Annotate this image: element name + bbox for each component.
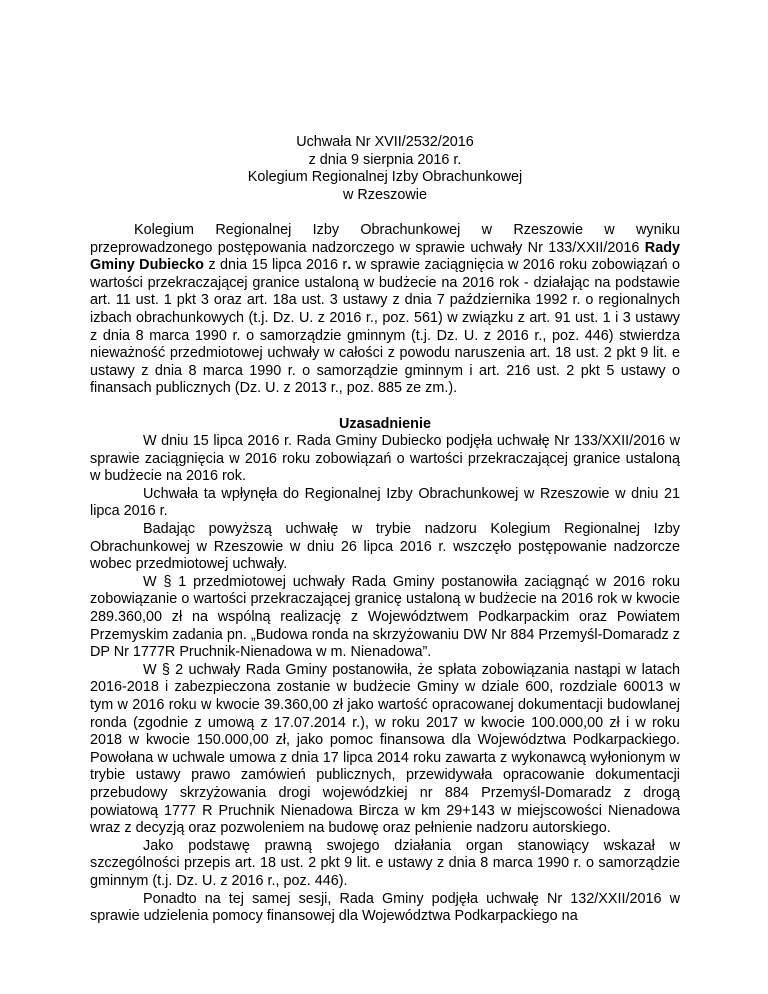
resolution-text-3: w sprawie zaciągnięcia w 2016 roku zobowiązań o wartości przekraczającej granice ustaloną w budżecie na 2016 rok - działając na podstawie art. 11 ust. 1 pkt 3 oraz art. 18a ust. 3 ustawy z dnia 7 października 1992 r. o regionalnych izbach obrachunkowych (t.j. Dz. U. z 2016 r., poz. 561) w związku z art. 91 ust. 1 i 3 ustawy z dnia 8 marca 1990 r. o samorządzie gminnym (t.j. Dz. U. z 2016 r., poz. 446) stwierdza nieważność przedmiotowej uchwały w całości z powodu naruszenia art. 18 ust. 2 pkt 9 lit. e ustawy z dnia 8 marca 1990 r. o samorządzie gminnym i art. 216 ust. 2 pkt 5 ustawy o finansach publicznych (Dz. U. z 2013 r., poz. 885 ze zm.). <box>90 257 680 397</box>
justification-paragraph: Uchwała ta wpłynęła do Regionalnej Izby Obrachunkowej w Rzeszowie w dniu 21 lipca 2016 r. <box>90 485 680 520</box>
council-name: Rady Gminy Dubiecko <box>90 239 680 274</box>
resolution-text-2: z dnia 15 lipca 2016 r <box>203 257 348 274</box>
resolution-paragraph <box>90 222 680 398</box>
issuing-body: Kolegium Regionalnej Izby Obrachunkowej <box>247 169 523 186</box>
resolution-date: z dnia 9 sierpnia 2016 r. <box>308 151 462 168</box>
justification-paragraph: Ponadto na tej samej sesji, Rada Gminy podjęła uchwałę Nr 132/XXII/2016 w sprawie udzielenia pomocy finansowej dla Województwa Podkarpackiego na <box>90 890 680 925</box>
justification-paragraph: Jako podstawę prawną swojego działania organ stanowiący wskazał w szczególności przepis art. 18 ust. 2 pkt 9 lit. e ustawy z dnia 8 marca 1990 r. o samorządzie gminnym (t.j. Dz. U. z 2016 r., poz. 446). <box>90 837 680 889</box>
justification-paragraph: W § 1 przedmiotowej uchwały Rada Gminy postanowiła zaciągnąć w 2016 roku zobowiązanie o wartości przekraczającej granicę ustaloną w budżecie na 2016 rok w kwocie 289.360,00 zł na wspólną realizację z Województwem Podkarpackim oraz Powiatem Przemyskim zadania pn. „Budowa ronda na skrzyżowaniu DW Nr 884 Przemyśl-Domaradz z DP Nr 1777R Pruchnik-Nienadowa w m. Nienadowa”. <box>90 573 680 661</box>
document-page <box>90 134 680 926</box>
justification-paragraph: W dniu 15 lipca 2016 r. Rada Gminy Dubiecko podjęła uchwałę Nr 133/XXII/2016 w sprawie zaciągnięcia w 2016 roku zobowiązań o wartości przekraczającej granice ustaloną w budżecie na 2016 rok. <box>90 433 680 485</box>
document-header <box>90 134 680 204</box>
bold-dot: . <box>347 257 352 274</box>
justification-paragraph: W § 2 uchwały Rada Gminy postanowiła, że spłata zobowiązania nastąpi w latach 2016-2018 i zabezpieczona zostanie w budżecie Gminy w dziale 600, rozdziale 60013 w tym w 2016 roku w kwocie 39.360,00 zł jako wartość opracowanej dokumentacji budowlanej ronda (zgodnie z umową z 17.07.2014 r.), w roku 2017 w kwocie 100.000,00 zł i w roku 2018 w kwocie 150.000,00 zł, jako pomoc finansowa dla Województwa Podkarpackiego. Powołana w uchwale umowa z dnia 17 lipca 2014 roku zawarta z wykonawcą wyłonionym w trybie ustawy prawo zamówień publicznych, przewidywała opracowanie dokumentacji przebudowy skrzyżowania drogi wojewódzkiej nr 884 Przemyśl-Domaradz z drogą powiatową 1777 R Pruchnik Nienadowa Bircza w km 29+143 w miejscowości Nienadowa wraz z decyzją oraz pozwoleniem na budowę oraz pełnienie nadzoru autorskiego. <box>90 661 680 837</box>
justification-heading: Uzasadnienie <box>339 415 431 432</box>
issuing-location: w Rzeszowie <box>343 186 427 203</box>
resolution-text-1: Kolegium Regionalnej Izby Obrachunkowej w Rzeszowie w wyniku przeprowadzonego postępowania nadzorczego w sprawie uchwały Nr 133/XXII/2016 <box>90 221 680 256</box>
resolution-number: Uchwała Nr XVII/2532/2016 <box>296 134 474 150</box>
justification-paragraph: Badając powyższą uchwałę w trybie nadzoru Kolegium Regionalnej Izby Obrachunkowej w Rzeszowie w dniu 26 lipca 2016 r. wszczęło postępowanie nadzorcze wobec przedmiotowej uchwały. <box>90 521 680 573</box>
